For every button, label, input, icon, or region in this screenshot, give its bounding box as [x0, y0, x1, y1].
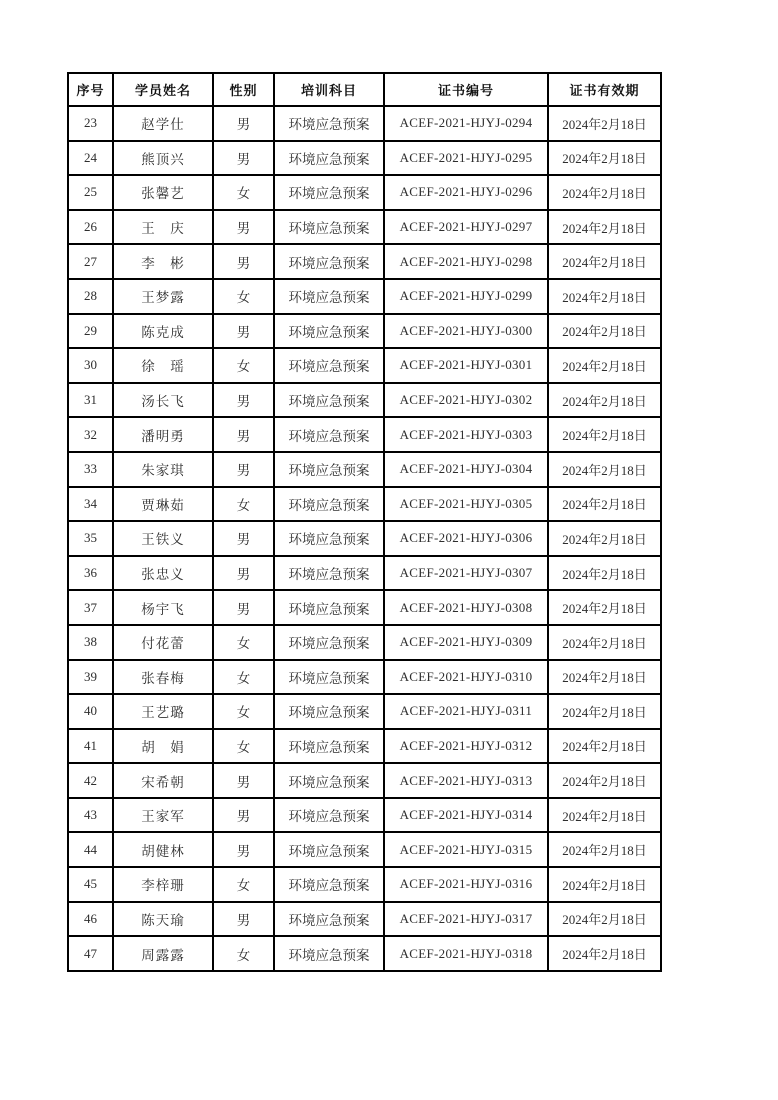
cell-no: 40 [68, 694, 113, 729]
cell-valid_until: 2024年2月18日 [548, 521, 661, 556]
cell-name: 李 彬 [113, 244, 213, 279]
cell-subject: 环境应急预案 [274, 175, 384, 210]
cell-name: 潘明勇 [113, 417, 213, 452]
cell-name: 胡健林 [113, 832, 213, 867]
table-row [68, 279, 661, 314]
table-row [68, 625, 661, 660]
cell-gender: 男 [213, 383, 274, 418]
cell-cert_no: ACEF-2021-HJYJ-0310 [384, 660, 548, 695]
cell-cert_no: ACEF-2021-HJYJ-0303 [384, 417, 548, 452]
cell-subject: 环境应急预案 [274, 660, 384, 695]
table-row [68, 348, 661, 383]
col-header-index: 序号 [68, 73, 113, 106]
cell-no: 44 [68, 832, 113, 867]
cell-valid_until: 2024年2月18日 [548, 314, 661, 349]
cell-no: 42 [68, 763, 113, 798]
cell-subject: 环境应急预案 [274, 452, 384, 487]
cell-subject: 环境应急预案 [274, 141, 384, 176]
cell-subject: 环境应急预案 [274, 832, 384, 867]
cell-subject: 环境应急预案 [274, 383, 384, 418]
table-row [68, 106, 661, 141]
cell-gender: 男 [213, 314, 274, 349]
cell-no: 28 [68, 279, 113, 314]
cell-subject: 环境应急预案 [274, 798, 384, 833]
cell-no: 24 [68, 141, 113, 176]
table-row [68, 867, 661, 902]
cell-no: 30 [68, 348, 113, 383]
cell-subject: 环境应急预案 [274, 417, 384, 452]
cell-gender: 男 [213, 590, 274, 625]
cell-no: 29 [68, 314, 113, 349]
cell-cert_no: ACEF-2021-HJYJ-0315 [384, 832, 548, 867]
table-row [68, 521, 661, 556]
cell-valid_until: 2024年2月18日 [548, 141, 661, 176]
cell-cert_no: ACEF-2021-HJYJ-0318 [384, 936, 548, 971]
table-row [68, 175, 661, 210]
cell-valid_until: 2024年2月18日 [548, 279, 661, 314]
cell-valid_until: 2024年2月18日 [548, 660, 661, 695]
cell-no: 33 [68, 452, 113, 487]
cell-valid_until: 2024年2月18日 [548, 106, 661, 141]
cell-no: 41 [68, 729, 113, 764]
col-header-certificate-validity: 证书有效期 [548, 73, 661, 106]
cell-name: 王 庆 [113, 210, 213, 245]
cell-name: 张春梅 [113, 660, 213, 695]
cell-no: 46 [68, 902, 113, 937]
cell-name: 熊顶兴 [113, 141, 213, 176]
cell-name: 徐 瑶 [113, 348, 213, 383]
cell-subject: 环境应急预案 [274, 625, 384, 660]
cell-cert_no: ACEF-2021-HJYJ-0317 [384, 902, 548, 937]
cell-gender: 男 [213, 763, 274, 798]
cell-valid_until: 2024年2月18日 [548, 936, 661, 971]
cell-valid_until: 2024年2月18日 [548, 798, 661, 833]
cell-name: 赵学仕 [113, 106, 213, 141]
table-row [68, 590, 661, 625]
cell-no: 37 [68, 590, 113, 625]
cell-cert_no: ACEF-2021-HJYJ-0311 [384, 694, 548, 729]
table-row [68, 832, 661, 867]
cell-cert_no: ACEF-2021-HJYJ-0296 [384, 175, 548, 210]
table-row [68, 936, 661, 971]
cell-cert_no: ACEF-2021-HJYJ-0306 [384, 521, 548, 556]
table-row [68, 314, 661, 349]
cell-cert_no: ACEF-2021-HJYJ-0295 [384, 141, 548, 176]
cell-valid_until: 2024年2月18日 [548, 902, 661, 937]
cell-subject: 环境应急预案 [274, 279, 384, 314]
cell-valid_until: 2024年2月18日 [548, 348, 661, 383]
table-header-row [68, 73, 661, 106]
cell-valid_until: 2024年2月18日 [548, 210, 661, 245]
cell-name: 王家军 [113, 798, 213, 833]
cell-no: 39 [68, 660, 113, 695]
table-row [68, 452, 661, 487]
cell-gender: 女 [213, 348, 274, 383]
cell-cert_no: ACEF-2021-HJYJ-0299 [384, 279, 548, 314]
cell-name: 周露露 [113, 936, 213, 971]
cell-gender: 男 [213, 244, 274, 279]
table-row [68, 487, 661, 522]
cell-subject: 环境应急预案 [274, 867, 384, 902]
cell-no: 36 [68, 556, 113, 591]
cell-name: 朱家琪 [113, 452, 213, 487]
cell-gender: 男 [213, 832, 274, 867]
cell-subject: 环境应急预案 [274, 902, 384, 937]
cell-name: 杨宇飞 [113, 590, 213, 625]
cell-no: 25 [68, 175, 113, 210]
cell-subject: 环境应急预案 [274, 729, 384, 764]
cell-gender: 女 [213, 487, 274, 522]
table-row [68, 660, 661, 695]
cell-valid_until: 2024年2月18日 [548, 763, 661, 798]
cell-gender: 女 [213, 625, 274, 660]
cell-cert_no: ACEF-2021-HJYJ-0313 [384, 763, 548, 798]
cell-cert_no: ACEF-2021-HJYJ-0301 [384, 348, 548, 383]
table-row [68, 417, 661, 452]
cell-no: 27 [68, 244, 113, 279]
col-header-training-subject: 培训科目 [274, 73, 384, 106]
cell-valid_until: 2024年2月18日 [548, 556, 661, 591]
cell-gender: 男 [213, 798, 274, 833]
cell-cert_no: ACEF-2021-HJYJ-0316 [384, 867, 548, 902]
cell-gender: 男 [213, 452, 274, 487]
cell-name: 陈天瑜 [113, 902, 213, 937]
cell-valid_until: 2024年2月18日 [548, 590, 661, 625]
col-header-certificate-number: 证书编号 [384, 73, 548, 106]
cell-cert_no: ACEF-2021-HJYJ-0312 [384, 729, 548, 764]
cell-cert_no: ACEF-2021-HJYJ-0309 [384, 625, 548, 660]
cell-no: 31 [68, 383, 113, 418]
cell-name: 张馨艺 [113, 175, 213, 210]
table-row [68, 763, 661, 798]
cell-valid_until: 2024年2月18日 [548, 867, 661, 902]
cell-no: 35 [68, 521, 113, 556]
cell-subject: 环境应急预案 [274, 763, 384, 798]
table-row [68, 556, 661, 591]
cell-valid_until: 2024年2月18日 [548, 383, 661, 418]
cell-no: 45 [68, 867, 113, 902]
col-header-student-name: 学员姓名 [113, 73, 213, 106]
cell-subject: 环境应急预案 [274, 106, 384, 141]
cell-gender: 男 [213, 902, 274, 937]
cell-name: 王梦露 [113, 279, 213, 314]
cell-subject: 环境应急预案 [274, 210, 384, 245]
table-row [68, 141, 661, 176]
cell-no: 47 [68, 936, 113, 971]
table-row [68, 383, 661, 418]
cell-name: 贾琳茹 [113, 487, 213, 522]
cell-no: 43 [68, 798, 113, 833]
cell-name: 宋希朝 [113, 763, 213, 798]
cell-cert_no: ACEF-2021-HJYJ-0307 [384, 556, 548, 591]
cell-cert_no: ACEF-2021-HJYJ-0308 [384, 590, 548, 625]
cell-cert_no: ACEF-2021-HJYJ-0297 [384, 210, 548, 245]
cell-cert_no: ACEF-2021-HJYJ-0294 [384, 106, 548, 141]
cell-subject: 环境应急预案 [274, 487, 384, 522]
cell-cert_no: ACEF-2021-HJYJ-0302 [384, 383, 548, 418]
cell-gender: 女 [213, 175, 274, 210]
cell-gender: 女 [213, 729, 274, 764]
cell-valid_until: 2024年2月18日 [548, 487, 661, 522]
cell-subject: 环境应急预案 [274, 694, 384, 729]
cell-valid_until: 2024年2月18日 [548, 729, 661, 764]
cell-no: 32 [68, 417, 113, 452]
cell-valid_until: 2024年2月18日 [548, 417, 661, 452]
cell-cert_no: ACEF-2021-HJYJ-0304 [384, 452, 548, 487]
cell-gender: 男 [213, 210, 274, 245]
cell-name: 胡 娟 [113, 729, 213, 764]
cell-name: 陈克成 [113, 314, 213, 349]
cell-valid_until: 2024年2月18日 [548, 832, 661, 867]
cell-subject: 环境应急预案 [274, 348, 384, 383]
cell-name: 付花蕾 [113, 625, 213, 660]
table-body [68, 106, 661, 971]
cell-subject: 环境应急预案 [274, 590, 384, 625]
cell-valid_until: 2024年2月18日 [548, 175, 661, 210]
cell-gender: 男 [213, 556, 274, 591]
table-row [68, 694, 661, 729]
cell-gender: 男 [213, 521, 274, 556]
cell-name: 王艺璐 [113, 694, 213, 729]
cell-gender: 男 [213, 106, 274, 141]
cell-name: 李梓珊 [113, 867, 213, 902]
cell-no: 23 [68, 106, 113, 141]
cell-gender: 女 [213, 279, 274, 314]
cell-gender: 女 [213, 936, 274, 971]
cell-cert_no: ACEF-2021-HJYJ-0298 [384, 244, 548, 279]
table-row [68, 244, 661, 279]
cell-no: 26 [68, 210, 113, 245]
cell-no: 34 [68, 487, 113, 522]
cell-cert_no: ACEF-2021-HJYJ-0305 [384, 487, 548, 522]
table-row [68, 729, 661, 764]
cell-gender: 女 [213, 660, 274, 695]
cell-gender: 男 [213, 417, 274, 452]
cell-valid_until: 2024年2月18日 [548, 452, 661, 487]
cell-name: 汤长飞 [113, 383, 213, 418]
cell-subject: 环境应急预案 [274, 244, 384, 279]
cell-gender: 女 [213, 867, 274, 902]
cell-gender: 男 [213, 141, 274, 176]
cell-valid_until: 2024年2月18日 [548, 694, 661, 729]
cell-cert_no: ACEF-2021-HJYJ-0300 [384, 314, 548, 349]
cell-valid_until: 2024年2月18日 [548, 625, 661, 660]
cell-subject: 环境应急预案 [274, 936, 384, 971]
cell-subject: 环境应急预案 [274, 314, 384, 349]
cell-gender: 女 [213, 694, 274, 729]
table-row [68, 210, 661, 245]
cell-subject: 环境应急预案 [274, 556, 384, 591]
certificate-table [67, 72, 662, 972]
cell-name: 张忠义 [113, 556, 213, 591]
col-header-gender: 性别 [213, 73, 274, 106]
cell-valid_until: 2024年2月18日 [548, 244, 661, 279]
cell-subject: 环境应急预案 [274, 521, 384, 556]
cell-name: 王铁义 [113, 521, 213, 556]
cell-cert_no: ACEF-2021-HJYJ-0314 [384, 798, 548, 833]
table-row [68, 798, 661, 833]
table-row [68, 902, 661, 937]
cell-no: 38 [68, 625, 113, 660]
